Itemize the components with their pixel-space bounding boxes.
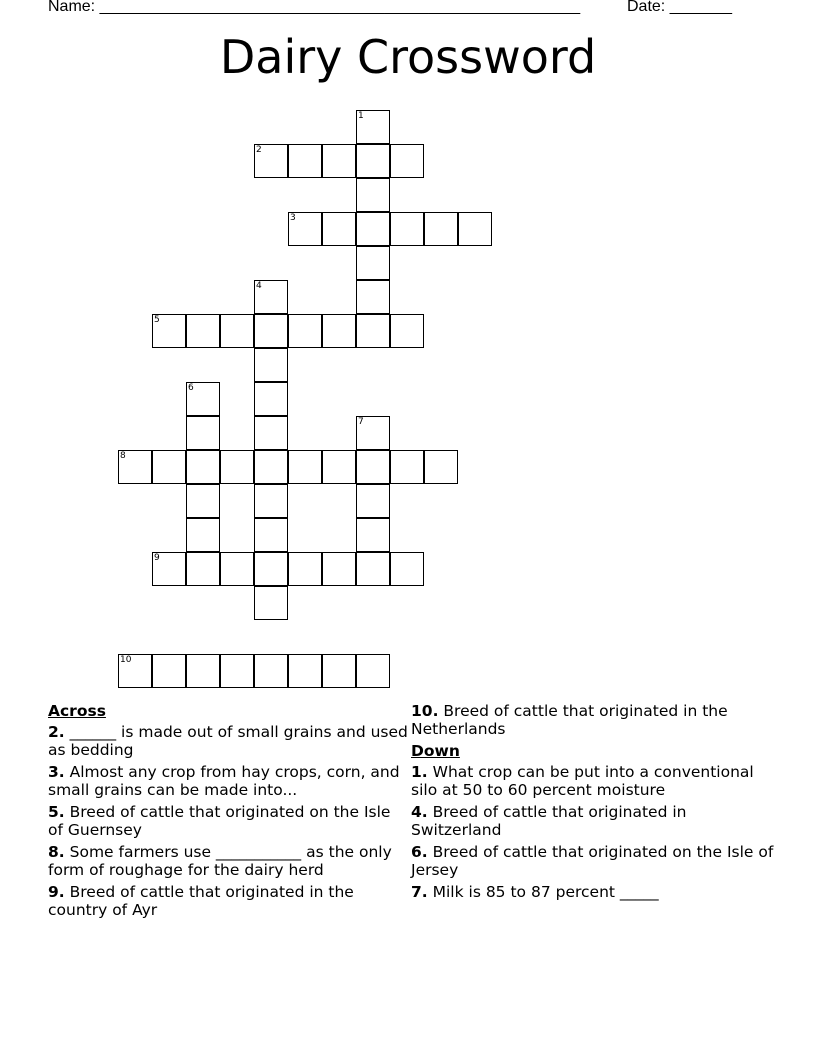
grid-cell[interactable] bbox=[288, 144, 322, 178]
grid-cell[interactable] bbox=[288, 552, 322, 586]
grid-cell[interactable] bbox=[254, 552, 288, 586]
clue-across-5 bbox=[48, 803, 408, 839]
grid-cell[interactable] bbox=[356, 552, 390, 586]
cell-number: 1 bbox=[358, 111, 364, 121]
grid-cell[interactable] bbox=[254, 586, 288, 620]
grid-cell[interactable] bbox=[356, 280, 390, 314]
clue-text: Breed of cattle that originated on the Isle of Jersey bbox=[411, 843, 774, 879]
grid-cell[interactable] bbox=[356, 450, 390, 484]
clue-number: 7. bbox=[411, 883, 428, 901]
clues-right-column bbox=[411, 702, 781, 905]
clue-down-1 bbox=[411, 763, 781, 799]
date-field[interactable]: Date: _______ bbox=[627, 0, 732, 15]
grid-cell[interactable] bbox=[254, 518, 288, 552]
clue-text: Milk is 85 to 87 percent _____ bbox=[432, 883, 659, 901]
cell-number: 6 bbox=[188, 383, 194, 393]
clue-across-3 bbox=[48, 763, 408, 799]
clue-across-8 bbox=[48, 843, 408, 879]
grid-cell[interactable] bbox=[356, 484, 390, 518]
grid-cell[interactable] bbox=[356, 314, 390, 348]
grid-cell[interactable] bbox=[220, 450, 254, 484]
grid-cell[interactable] bbox=[322, 654, 356, 688]
cell-number: 8 bbox=[120, 451, 126, 461]
grid-cell[interactable] bbox=[390, 552, 424, 586]
clue-number: 8. bbox=[48, 843, 65, 861]
page-title: Dairy Crossword bbox=[219, 30, 597, 84]
clue-text: Some farmers use ___________ as the only form of roughage for the dairy herd bbox=[48, 843, 392, 879]
grid-cell[interactable] bbox=[254, 382, 288, 416]
grid-cell[interactable] bbox=[254, 654, 288, 688]
name-field[interactable]: Name: ______________________________________________________ bbox=[48, 0, 581, 15]
clue-text: Breed of cattle that originated on the Isle of Guernsey bbox=[48, 803, 391, 839]
grid-cell[interactable] bbox=[220, 552, 254, 586]
clue-number: 1. bbox=[411, 763, 428, 781]
grid-cell[interactable] bbox=[152, 314, 186, 348]
cell-number: 10 bbox=[120, 655, 132, 665]
clue-number: 2. bbox=[48, 723, 65, 741]
grid-cell[interactable] bbox=[186, 382, 220, 416]
grid-cell[interactable] bbox=[254, 484, 288, 518]
cell-number: 5 bbox=[154, 315, 160, 325]
grid-cell[interactable] bbox=[424, 450, 458, 484]
grid-cell[interactable] bbox=[356, 110, 390, 144]
grid-cell[interactable] bbox=[424, 212, 458, 246]
grid-cell[interactable] bbox=[288, 212, 322, 246]
grid-cell[interactable] bbox=[186, 518, 220, 552]
grid-cell[interactable] bbox=[356, 178, 390, 212]
clue-across-2 bbox=[48, 723, 408, 759]
clue-down-6 bbox=[411, 843, 781, 879]
grid-cell[interactable] bbox=[152, 552, 186, 586]
grid-cell[interactable] bbox=[322, 144, 356, 178]
grid-cell[interactable] bbox=[322, 552, 356, 586]
grid-cell[interactable] bbox=[458, 212, 492, 246]
clue-number: 10. bbox=[411, 702, 439, 720]
grid-cell[interactable] bbox=[186, 416, 220, 450]
grid-cell[interactable] bbox=[356, 246, 390, 280]
clue-text: Breed of cattle that originated in Switzerland bbox=[411, 803, 687, 839]
clue-number: 9. bbox=[48, 883, 65, 901]
clue-text: ______ is made out of small grains and used as bedding bbox=[48, 723, 408, 759]
grid-cell[interactable] bbox=[390, 314, 424, 348]
grid-cell[interactable] bbox=[356, 144, 390, 178]
cell-number: 9 bbox=[154, 553, 160, 563]
clue-number: 3. bbox=[48, 763, 65, 781]
grid-cell[interactable] bbox=[390, 450, 424, 484]
grid-cell[interactable] bbox=[356, 518, 390, 552]
grid-cell[interactable] bbox=[186, 450, 220, 484]
grid-cell[interactable] bbox=[356, 212, 390, 246]
grid-cell[interactable] bbox=[118, 450, 152, 484]
across-heading: Across bbox=[48, 702, 106, 720]
grid-cell[interactable] bbox=[288, 450, 322, 484]
grid-cell[interactable] bbox=[288, 314, 322, 348]
grid-cell[interactable] bbox=[186, 484, 220, 518]
grid-cell[interactable] bbox=[288, 654, 322, 688]
grid-cell[interactable] bbox=[220, 314, 254, 348]
grid-cell[interactable] bbox=[118, 654, 152, 688]
cell-number: 7 bbox=[358, 417, 364, 427]
clue-number: 4. bbox=[411, 803, 428, 821]
grid-cell[interactable] bbox=[322, 314, 356, 348]
clue-number: 5. bbox=[48, 803, 65, 821]
clue-across-10 bbox=[411, 702, 781, 738]
grid-cell[interactable] bbox=[322, 450, 356, 484]
grid-cell[interactable] bbox=[152, 654, 186, 688]
cell-number: 4 bbox=[256, 281, 262, 291]
grid-cell[interactable] bbox=[186, 654, 220, 688]
grid-cell[interactable] bbox=[254, 450, 288, 484]
grid-cell[interactable] bbox=[254, 280, 288, 314]
grid-cell[interactable] bbox=[322, 212, 356, 246]
clue-across-9 bbox=[48, 883, 408, 919]
grid-cell[interactable] bbox=[254, 416, 288, 450]
clue-down-7 bbox=[411, 883, 781, 901]
grid-cell[interactable] bbox=[186, 314, 220, 348]
grid-cell[interactable] bbox=[220, 654, 254, 688]
clue-text: Almost any crop from hay crops, corn, and small grains can be made into... bbox=[48, 763, 400, 799]
grid-cell[interactable] bbox=[254, 144, 288, 178]
grid-cell[interactable] bbox=[356, 416, 390, 450]
clue-text: Breed of cattle that originated in the country of Ayr bbox=[48, 883, 354, 919]
clue-number: 6. bbox=[411, 843, 428, 861]
cell-number: 2 bbox=[256, 145, 262, 155]
grid-cell[interactable] bbox=[152, 450, 186, 484]
grid-cell[interactable] bbox=[254, 348, 288, 382]
clues-left-column bbox=[48, 702, 408, 923]
clue-text: What crop can be put into a conventional silo at 50 to 60 percent moisture bbox=[411, 763, 754, 799]
grid-cell[interactable] bbox=[254, 314, 288, 348]
cell-number: 3 bbox=[290, 213, 296, 223]
clue-down-4 bbox=[411, 803, 781, 839]
down-heading: Down bbox=[411, 742, 460, 760]
clue-text: Breed of cattle that originated in the Netherlands bbox=[411, 702, 728, 738]
grid-cell[interactable] bbox=[390, 144, 424, 178]
grid-cell[interactable] bbox=[186, 552, 220, 586]
grid-cell[interactable] bbox=[356, 654, 390, 688]
grid-cell[interactable] bbox=[390, 212, 424, 246]
